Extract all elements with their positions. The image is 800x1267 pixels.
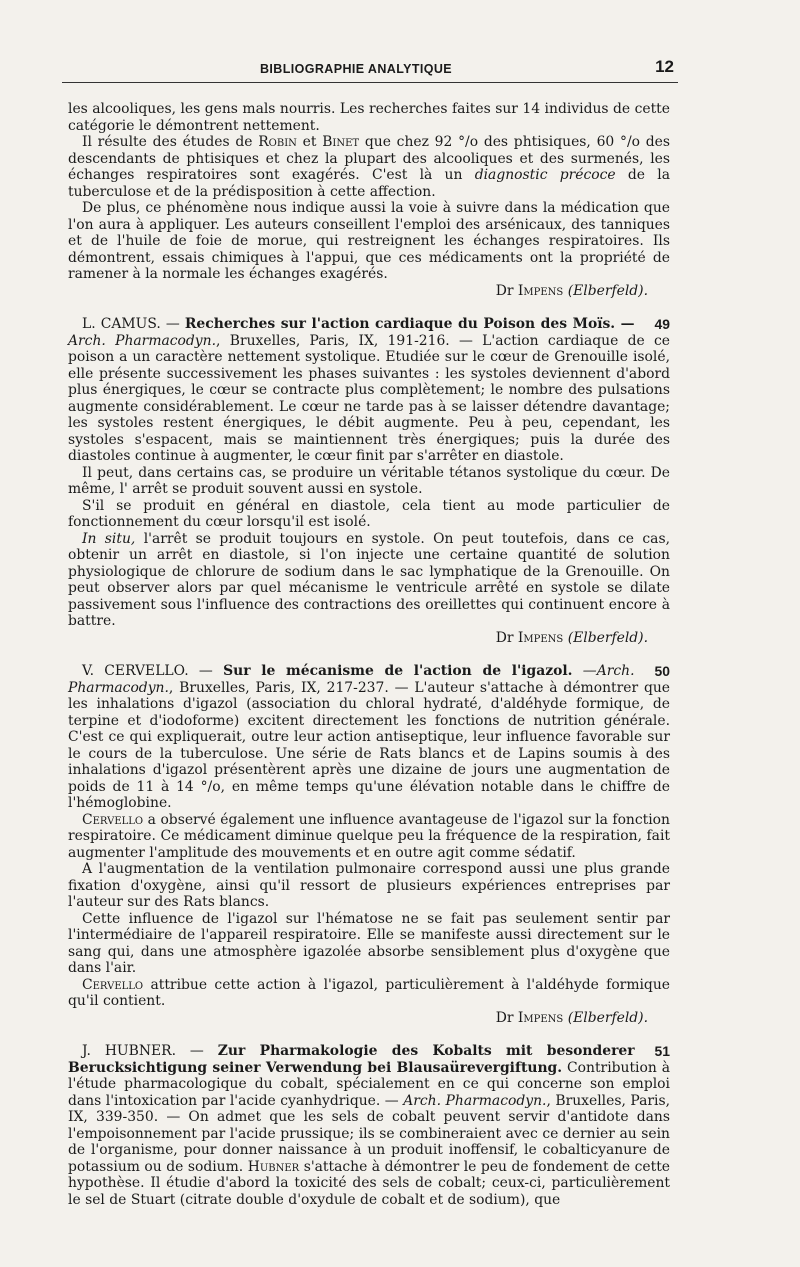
paragraph: Cette influence de l'igazol sur l'hématose ne se fait pas seulement sentir par l'intermédiaire de l'appareil respiratoire. Elle se manifeste aussi directement sur le sang qui, dans une atmosphère igazolée absorbe sensiblement plus d'oxygène que dans l'air.	[68, 910, 670, 976]
author-name: Robin	[258, 134, 297, 150]
signature: Dr Impens (Elberfeld).	[495, 629, 648, 646]
paragraph: S'il se produit en général en diastole, cela tient au mode particulier de fonctionnement du cœur lorsqu'il est isolé.	[68, 497, 670, 530]
paragraph: De plus, ce phénomène nous indique aussi la voie à suivre dans la médication que l'on aura à appliquer. Les auteurs conseillent l'emploi des arsénicaux, des tanniques et de l'huile de foie de morue, qui restreignent les échanges respiratoires. Ils démontrent, essais chimiques à l'appui, que ces médicaments ont la propriété de ramener à la normale les échanges exagérés.	[68, 200, 670, 282]
entry-journal: Arch. Pharmacodyn.	[68, 332, 217, 349]
entry-author: J. HUBNER. —	[82, 1043, 204, 1059]
paragraph: Cervello a observé également une influence avantageuse de l'igazol sur la fonction respiratoire. Ce médicament diminue quelque peu la fréquence de la respiration, fait augmenter l'amplitude des mouvements et en outre agit comme sédatif.	[68, 811, 670, 861]
running-header	[62, 58, 678, 83]
paragraph: A l'augmentation de la ventilation pulmonaire correspond aussi une plus grande fixation d'oxygène, ainsi qu'il ressort de plusieurs expériences entreprises par l'auteur sur des Rats blancs.	[68, 861, 670, 910]
paragraph: les alcooliques, les gens mals nourris. Les recherches faites sur 14 individus de cette catégorie le démontrent nettement.	[68, 101, 670, 134]
bibliography-entry-50	[68, 663, 670, 1026]
entry-title: Recherches sur l'action cardiaque du Poison des Moïs. —	[184, 316, 635, 332]
bibliography-entry-49	[68, 316, 670, 646]
author-name: Binet	[322, 134, 360, 150]
signature: Dr Impens (Elberfeld).	[495, 1009, 648, 1026]
entry-number: 50	[654, 663, 670, 679]
entry-head: 50 V. CERVELLO. — Sur le mécanisme de l'action de l'igazol. —Arch. Pharmacodyn., Bruxelles, Paris, IX, 217-237. — L'auteur s'attache à démontrer que les inhalations d'igazol (association du chloral hydraté, d'aldéhyde formique, de terpine et d'iodoforme) excitent directement les fonctions de nutrition générale. C'est ce qui expliquerait, outre leur action antiseptique, leur influence favorable sur le cours de la tuberculose. Une série de Rats blancs et de Lapins soumis à des inhalations d'igazol présentèrent après une dizaine de jours une augmentation de poids de 11 à 14 °/o, en même temps qu'une élévation notable dans le chiffre de l'hémoglobine.	[68, 663, 670, 811]
paragraph: Il peut, dans certains cas, se produire un véritable tétanos systolique du cœur. De même, l' arrêt se produit souvent aussi en systole.	[68, 464, 670, 497]
bibliography-entry-51	[68, 1043, 670, 1208]
paragraph: In situ, l'arrêt se produit toujours en systole. On peut toutefois, dans ce cas, obtenir un arrêt en diastole, si l'on injecte une certaine quantité de solution physiologique de chlorure de sodium dans le sac lymphatique de la Grenouille. On peut observer alors par quel mécanisme le ventricule arrêté en systole se dilate passivement sous l'influence des contractions des oreillettes qui continuent encore à battre.	[68, 530, 670, 629]
entry-title: Zur Pharmakologie des Kobalts mit besonderer Berucksichtigung seiner Verwendung bei Blausaürevergiftung.	[68, 1043, 635, 1076]
signature: Dr Impens (Elberfeld).	[495, 282, 648, 299]
paragraph: Il résulte des études de Robin et Binet que chez 92 °/o des phtisiques, 60 °/o des descendants de phtisiques et chez la plupart des alcooliques et des surmenés, les échanges respiratoires sont exagérés. C'est là un diagnostic précoce de la tuberculose et de la prédisposition à cette affection.	[68, 134, 670, 200]
entry-number: 51	[654, 1043, 670, 1059]
entry-author: V. CERVELLO. —	[82, 663, 213, 679]
entry-number: 49	[654, 316, 670, 332]
entry-journal: Arch. Pharmacodyn.	[403, 1092, 547, 1109]
entry-head: 51 J. HUBNER. — Zur Pharmakologie des Kobalts mit besonderer Berucksichtigung seiner Verwendung bei Blausaürevergiftung. Contribution à l'étude pharmacologique du cobalt, spécialement en ce qui concerne son emploi dans l'intoxication par l'acide cyanhydrique. — Arch. Pharmacodyn., Bruxelles, Paris, IX, 339-350. — On admet que les sels de cobalt peuvent servir d'antidote dans l'empoisonnement par l'acide prussique; ils se combineraient avec ce dernier au sein de l'organisme, pour donner naissance à un produit inoffensif, le cobalticyanure de potassium ou de sodium. Hubner s'attache à démontrer le peu de fondement de cette hypothèse. Il étudie d'abord la toxicité des sels de cobalt; ceux-ci, particulièrement le sel de Stuart (citrate double d'oxydule de cobalt et de sodium), que	[68, 1043, 671, 1208]
page-number: 12	[655, 57, 674, 76]
body-text	[68, 101, 670, 1208]
entry-title: Sur le mécanisme de l'action de l'igazol.	[223, 663, 573, 679]
paragraph: Cervello attribue cette action à l'igazol, particulièrement à l'aldéhyde formique qu'il contient.	[68, 976, 670, 1009]
header-title: BIBLIOGRAPHIE ANALYTIQUE	[260, 62, 453, 76]
entry-head: 49 L. CAMUS. — Recherches sur l'action cardiaque du Poison des Moïs. — Arch. Pharmacodyn., Bruxelles, Paris, IX, 191-216. — L'action cardiaque de ce poison a un caractère nettement systolique. Etudiée sur le cœur de Grenouille isolé, elle présente successivement les phases suivantes : les systoles deviennent d'abord plus énergiques, le cœur se contracte plus complètement; le nombre des pulsations augmente considérablement. Le cœur ne tarde pas à se laisser détendre davantage; les systoles restent énergiques, le débit augmente. Peu à peu, cependant, les systoles s'espacent, mais se maintiennent très énergiques; puis la durée des diastoles continue à augmenter, le cœur finit par s'arrêter en diastole.	[68, 316, 671, 464]
entry-author: L. CAMUS. —	[82, 316, 180, 332]
entry-journal: —Arch. Pharmacodyn.	[68, 663, 635, 696]
